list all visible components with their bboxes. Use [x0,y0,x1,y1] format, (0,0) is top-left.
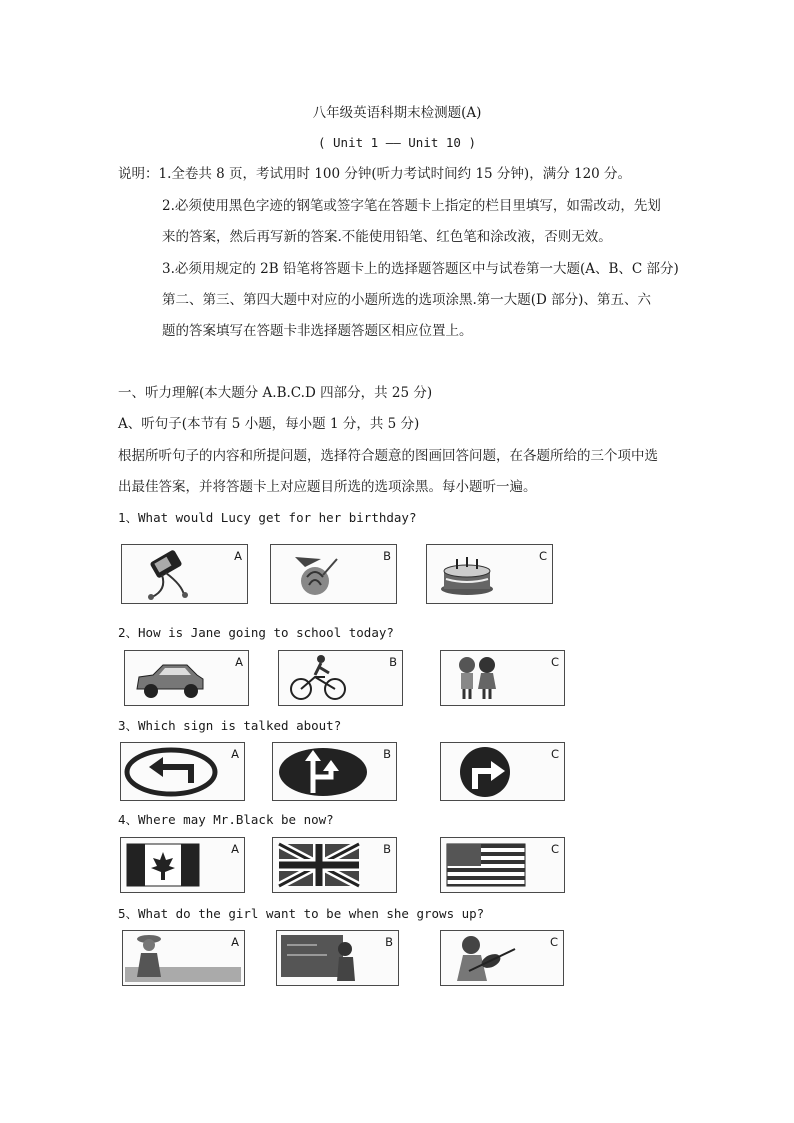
question-2: 2、How is Jane going to school today? [118,625,394,640]
page-subtitle: ( Unit 1 —— Unit 10 ) [317,135,477,150]
straight-or-right-sign-icon [273,743,395,799]
violinist-icon [441,931,562,984]
option-box-5c[interactable] [440,930,564,986]
option-box-4a[interactable] [120,837,245,893]
question-4: 4、Where may Mr.Black be now? [118,812,334,827]
option-label: C [550,842,559,856]
walking-kids-icon [441,651,563,704]
directions-line: 根据所听句子的内容和所提问题，选择符合题意的图画回答问题，在各题所给的三个项中选 [118,448,658,464]
option-box-4b[interactable] [272,837,397,893]
option-box-2a[interactable] [124,650,249,706]
option-label: C [550,655,559,669]
section-heading: 一、听力理解(本大题分 A.B.C.D 四部分，共 25 分) [118,385,433,401]
option-label: B [385,935,393,949]
directions-line: 出最佳答案，并将答题卡上对应题目所选的选项涂黑。每小题听一遍。 [118,479,537,495]
option-label: A [234,549,242,563]
canada-flag-icon [121,838,243,891]
page-title: 八年级英语科期末检测题(A) [312,105,482,121]
car-icon [125,651,247,704]
option-box-5a[interactable] [122,930,245,986]
turn-left-sign-icon [121,743,243,799]
option-label: B [383,842,391,856]
mp3-player-icon [122,545,246,602]
option-box-3b[interactable] [272,742,397,801]
option-box-4c[interactable] [440,837,565,893]
question-3: 3、Which sign is talked about? [118,718,342,733]
option-label: C [549,935,558,949]
rose-icon [271,545,395,602]
question-5: 5、What do the girl want to be when she grows up? [118,906,485,921]
instruction-line: 来的答案，然后再写新的答案.不能使用铅笔、红色笔和涂改液，否则无效。 [162,229,612,245]
option-label: C [538,549,547,563]
option-box-2c[interactable] [440,650,565,706]
teacher-icon [277,931,397,984]
option-label: B [383,549,391,563]
question-1: 1、What would Lucy get for her birthday? [118,510,417,525]
option-box-1b[interactable] [270,544,397,604]
usa-flag-icon [441,838,563,891]
option-box-1a[interactable] [121,544,248,604]
bicycle-icon [279,651,401,704]
option-label: A [235,655,243,669]
instruction-line: 第二、第三、第四大题中对应的小题所选的选项涂黑.第一大题(D 部分)、第五、六 [162,292,651,308]
option-box-1c[interactable] [426,544,553,604]
farmer-icon [123,931,243,984]
option-label: A [231,747,239,761]
option-box-3c[interactable] [440,742,565,801]
option-label: B [389,655,397,669]
option-box-2b[interactable] [278,650,403,706]
turn-right-sign-icon [441,743,563,799]
instruction-line: 3.必须用规定的 2B 铅笔将答题卡上的选择题答题区中与试卷第一大题(A、B、C 部分) [162,261,679,277]
option-box-3a[interactable] [120,742,245,801]
cake-icon [427,545,551,602]
instruction-line: 说明：1.全卷共 8 页，考试用时 100 分钟(听力考试时间约 15 分钟)，满分 120 分。 [118,166,632,182]
option-label: B [383,747,391,761]
option-label: C [550,747,559,761]
option-label: A [231,842,239,856]
option-box-5b[interactable] [276,930,399,986]
uk-flag-icon [273,838,395,891]
instruction-line: 2.必须使用黑色字迹的钢笔或签字笔在答题卡上指定的栏目里填写，如需改动，先划 [162,198,661,214]
part-heading: A、听句子(本节有 5 小题，每小题 1 分，共 5 分) [118,416,420,432]
instruction-line: 题的答案填写在答题卡非选择题答题区相应位置上。 [162,323,473,339]
option-label: A [231,935,239,949]
